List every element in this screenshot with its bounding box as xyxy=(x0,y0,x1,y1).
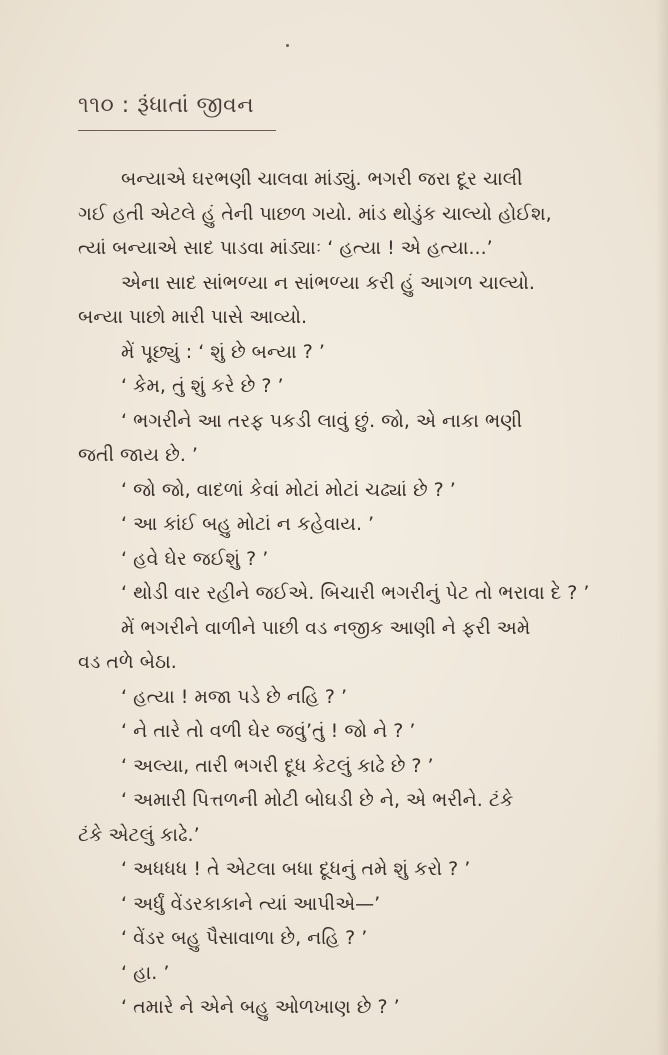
running-header: ૧૧૦ : રૂંધાતાં જીવન xyxy=(78,93,255,118)
text-line: ‘ કેમ, તું શું કરે છે ? ’ xyxy=(121,375,284,397)
text-line: જતી જાય છે. ’ xyxy=(78,444,198,466)
text-line: ‘ આ કાંઈ બહુ મોટાં ન કહેવાય. ’ xyxy=(121,513,375,535)
text-line: ‘ હવે ઘેર જઈશું ? ’ xyxy=(121,547,269,570)
text-line: ‘ હત્યા ! મજા પડે છે નહિ ? ’ xyxy=(121,685,348,708)
text-line: મેં પૂછ્યું : ‘ શું છે બન્યા ? ’ xyxy=(121,340,325,363)
text-line: ગઈ હતી એટલે હું તેની પાછળ ગયો. માંડ થોડુંક ચાલ્યો હોઈશ, xyxy=(78,202,552,225)
text-line: ‘ અધધધ ! તે એટલા બધા દૂધનું તમે શું કરો ? ’ xyxy=(121,858,471,880)
text-line: ‘ અર્ધું વેંડરકાકાને ત્યાં આપીએ—’ xyxy=(121,892,381,915)
text-line: ‘ અલ્યા, તારી ભગરી દૂધ કેટલું કાઢે છે ? ’ xyxy=(121,754,434,777)
text-line: મેં ભગરીને વાળીને પાછી વડ નજીક આણી ને ફરી અમે xyxy=(121,616,531,639)
text-line: ‘ વેંડર બહુ પૈસાવાળા છે, નહિ ? ’ xyxy=(121,927,368,949)
text-line: ‘ તમારે ને એને બહુ ઓળખાણ છે ? ’ xyxy=(121,996,400,1018)
text-line: બન્યાએ ઘરભણી ચાલવા માંડ્યું. ભગરી જરા દૂર ચાલી xyxy=(121,168,523,190)
text-line: ‘ ભગરીને આ તરફ પકડી લાવું છું. જો, એ નાકા ભણી xyxy=(121,409,523,432)
text-line: ‘ હા. ’ xyxy=(121,961,170,984)
text-line: ત્યાં બન્યાએ સાદ પાડવા માંડ્યાઃ ‘ હત્યા ! એ હત્યા...’ xyxy=(78,237,493,259)
text-line: એના સાદ સાંભળ્યા ન સાંભળ્યા કરી હું આગળ ચાલ્યો. xyxy=(121,271,535,294)
text-line: ‘ જો જો, વાદળાં કેવાં મોટાં મોટાં ચઢ્યાં છે ? ’ xyxy=(121,478,456,501)
body-text xyxy=(78,162,638,1025)
header-underline xyxy=(78,130,276,131)
text-line: બન્યા પાછો મારી પાસે આવ્યો. xyxy=(78,306,308,328)
text-line: ‘ થોડી વાર રહીને જઈએ. બિચારી ભગરીનું પેટ તો ભરાવા દે ? ’ xyxy=(121,582,590,604)
text-line: વડ તળે બેઠા. xyxy=(78,651,177,673)
page-edge-shadow xyxy=(656,0,668,1055)
text-line: ‘ અમારી પિત્તળની મોટી બોઘડી છે ને, એ ભરીને. ટંકે xyxy=(121,789,514,811)
print-dot xyxy=(286,44,289,47)
text-line: ‘ ને તારે તો વળી ઘેર જવું’તું ! જો ને ? ’ xyxy=(121,720,416,742)
text-line: ટંકે એટલું કાઢે.’ xyxy=(78,823,200,846)
